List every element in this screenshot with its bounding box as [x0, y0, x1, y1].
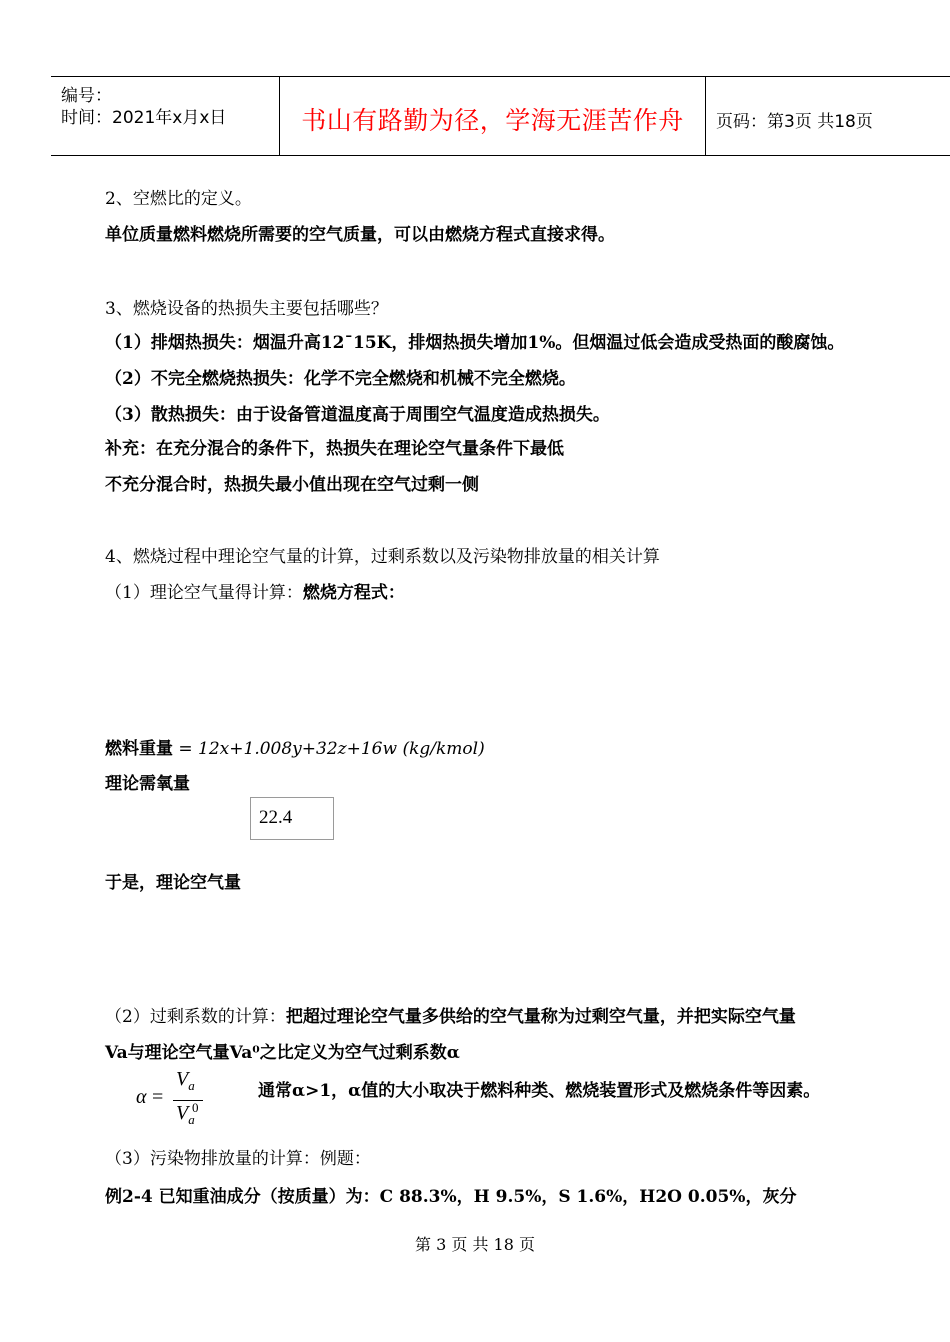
q4-sub1-bold: 燃烧方程式： — [302, 583, 405, 603]
value-box — [250, 797, 334, 840]
q3-supplement-2: 不充分混合时，热损失最小值出现在空气过剩一侧 — [105, 475, 479, 495]
formula-numerator — [176, 1068, 195, 1091]
header-meta-cell — [51, 77, 280, 155]
q3-title: 3、燃烧设备的热损失主要包括哪些？ — [105, 299, 388, 319]
q3-supplement-1: 补充：在充分混合的条件下，热损失在理论空气量条件下最低 — [105, 439, 564, 459]
formula-den-sub: a — [188, 1112, 195, 1127]
q4-sub3: （3）污染物排放量的计算：例题： — [105, 1149, 371, 1169]
fraction-bar — [173, 1100, 203, 1101]
formula-equals: = — [152, 1086, 164, 1108]
q2-answer: 单位质量燃料燃烧所需要的空气质量，可以由燃烧方程式直接求得。 — [105, 225, 615, 245]
q4-sub2 — [105, 1002, 796, 1027]
formula-num-sub: a — [188, 1078, 195, 1093]
time-label: 时间：2021年x月x日 — [61, 108, 227, 128]
q4-sub1 — [105, 578, 405, 603]
q3-item-1: （1）排烟热损失：烟温升高12¯15K，排烟热损失增加1%。但烟温过低会造成受热面的酸腐蚀。 — [105, 333, 845, 353]
formula-den-sup: 0 — [192, 1100, 199, 1115]
fuel-weight-formula: = 12x+1.008y+32z+16w (kg/kmol) — [173, 739, 485, 759]
alpha-note: 通常α>1，α值的大小取决于燃料种类、燃烧装置形式及燃烧条件等因素。 — [258, 1081, 821, 1101]
header-page-cell — [706, 77, 950, 155]
fuel-weight-line — [105, 734, 485, 759]
header-motto-cell — [280, 77, 706, 155]
serial-label: 编号： — [61, 86, 112, 106]
o2-label: 理论需氧量 — [105, 774, 190, 794]
formula-num-v: V — [176, 1068, 189, 1090]
q4-sub2-prefix: （2）过剩系数的计算： — [105, 1007, 286, 1027]
formula-den-v: V — [176, 1102, 189, 1124]
value-box-text: 22.4 — [259, 807, 293, 828]
formula-alpha: α — [136, 1086, 147, 1108]
q3-item-3: （3）散热损失：由于设备管道温度高于周围空气温度造成热损失。 — [105, 405, 610, 425]
q4-sub1-prefix: （1）理论空气量得计算： — [105, 583, 303, 603]
motto-text: 书山有路勤为径，学海无涯苦作舟 — [301, 106, 684, 135]
q4-sub2-bold: 把超过理论空气量多供给的空气量称为过剩空气量，并把实际空气量 — [285, 1007, 796, 1027]
fuel-weight-label: 燃料重量 — [105, 739, 173, 759]
q4-title: 4、燃烧过程中理论空气量的计算，过剩系数以及污染物排放量的相关计算 — [105, 547, 660, 567]
air-label: 于是，理论空气量 — [105, 873, 241, 893]
example-2-4: 例2-4 已知重油成分（按质量）为：C 88.3%，H 9.5%，S 1.6%，H2O 0.05%，灰分 — [105, 1187, 797, 1207]
alpha-formula — [136, 1068, 226, 1138]
page-info: 页码：第3页 共18页 — [716, 112, 873, 132]
document-header — [51, 76, 950, 156]
q2-title: 2、空燃比的定义。 — [105, 189, 252, 209]
q3-item-2: （2）不完全燃烧热损失：化学不完全燃烧和机械不完全燃烧。 — [105, 369, 576, 389]
page-footer: 第 3 页 共 18 页 — [415, 1235, 535, 1254]
q4-sub2-line2: Va与理论空气量Va⁰之比定义为空气过剩系数α — [105, 1043, 460, 1063]
